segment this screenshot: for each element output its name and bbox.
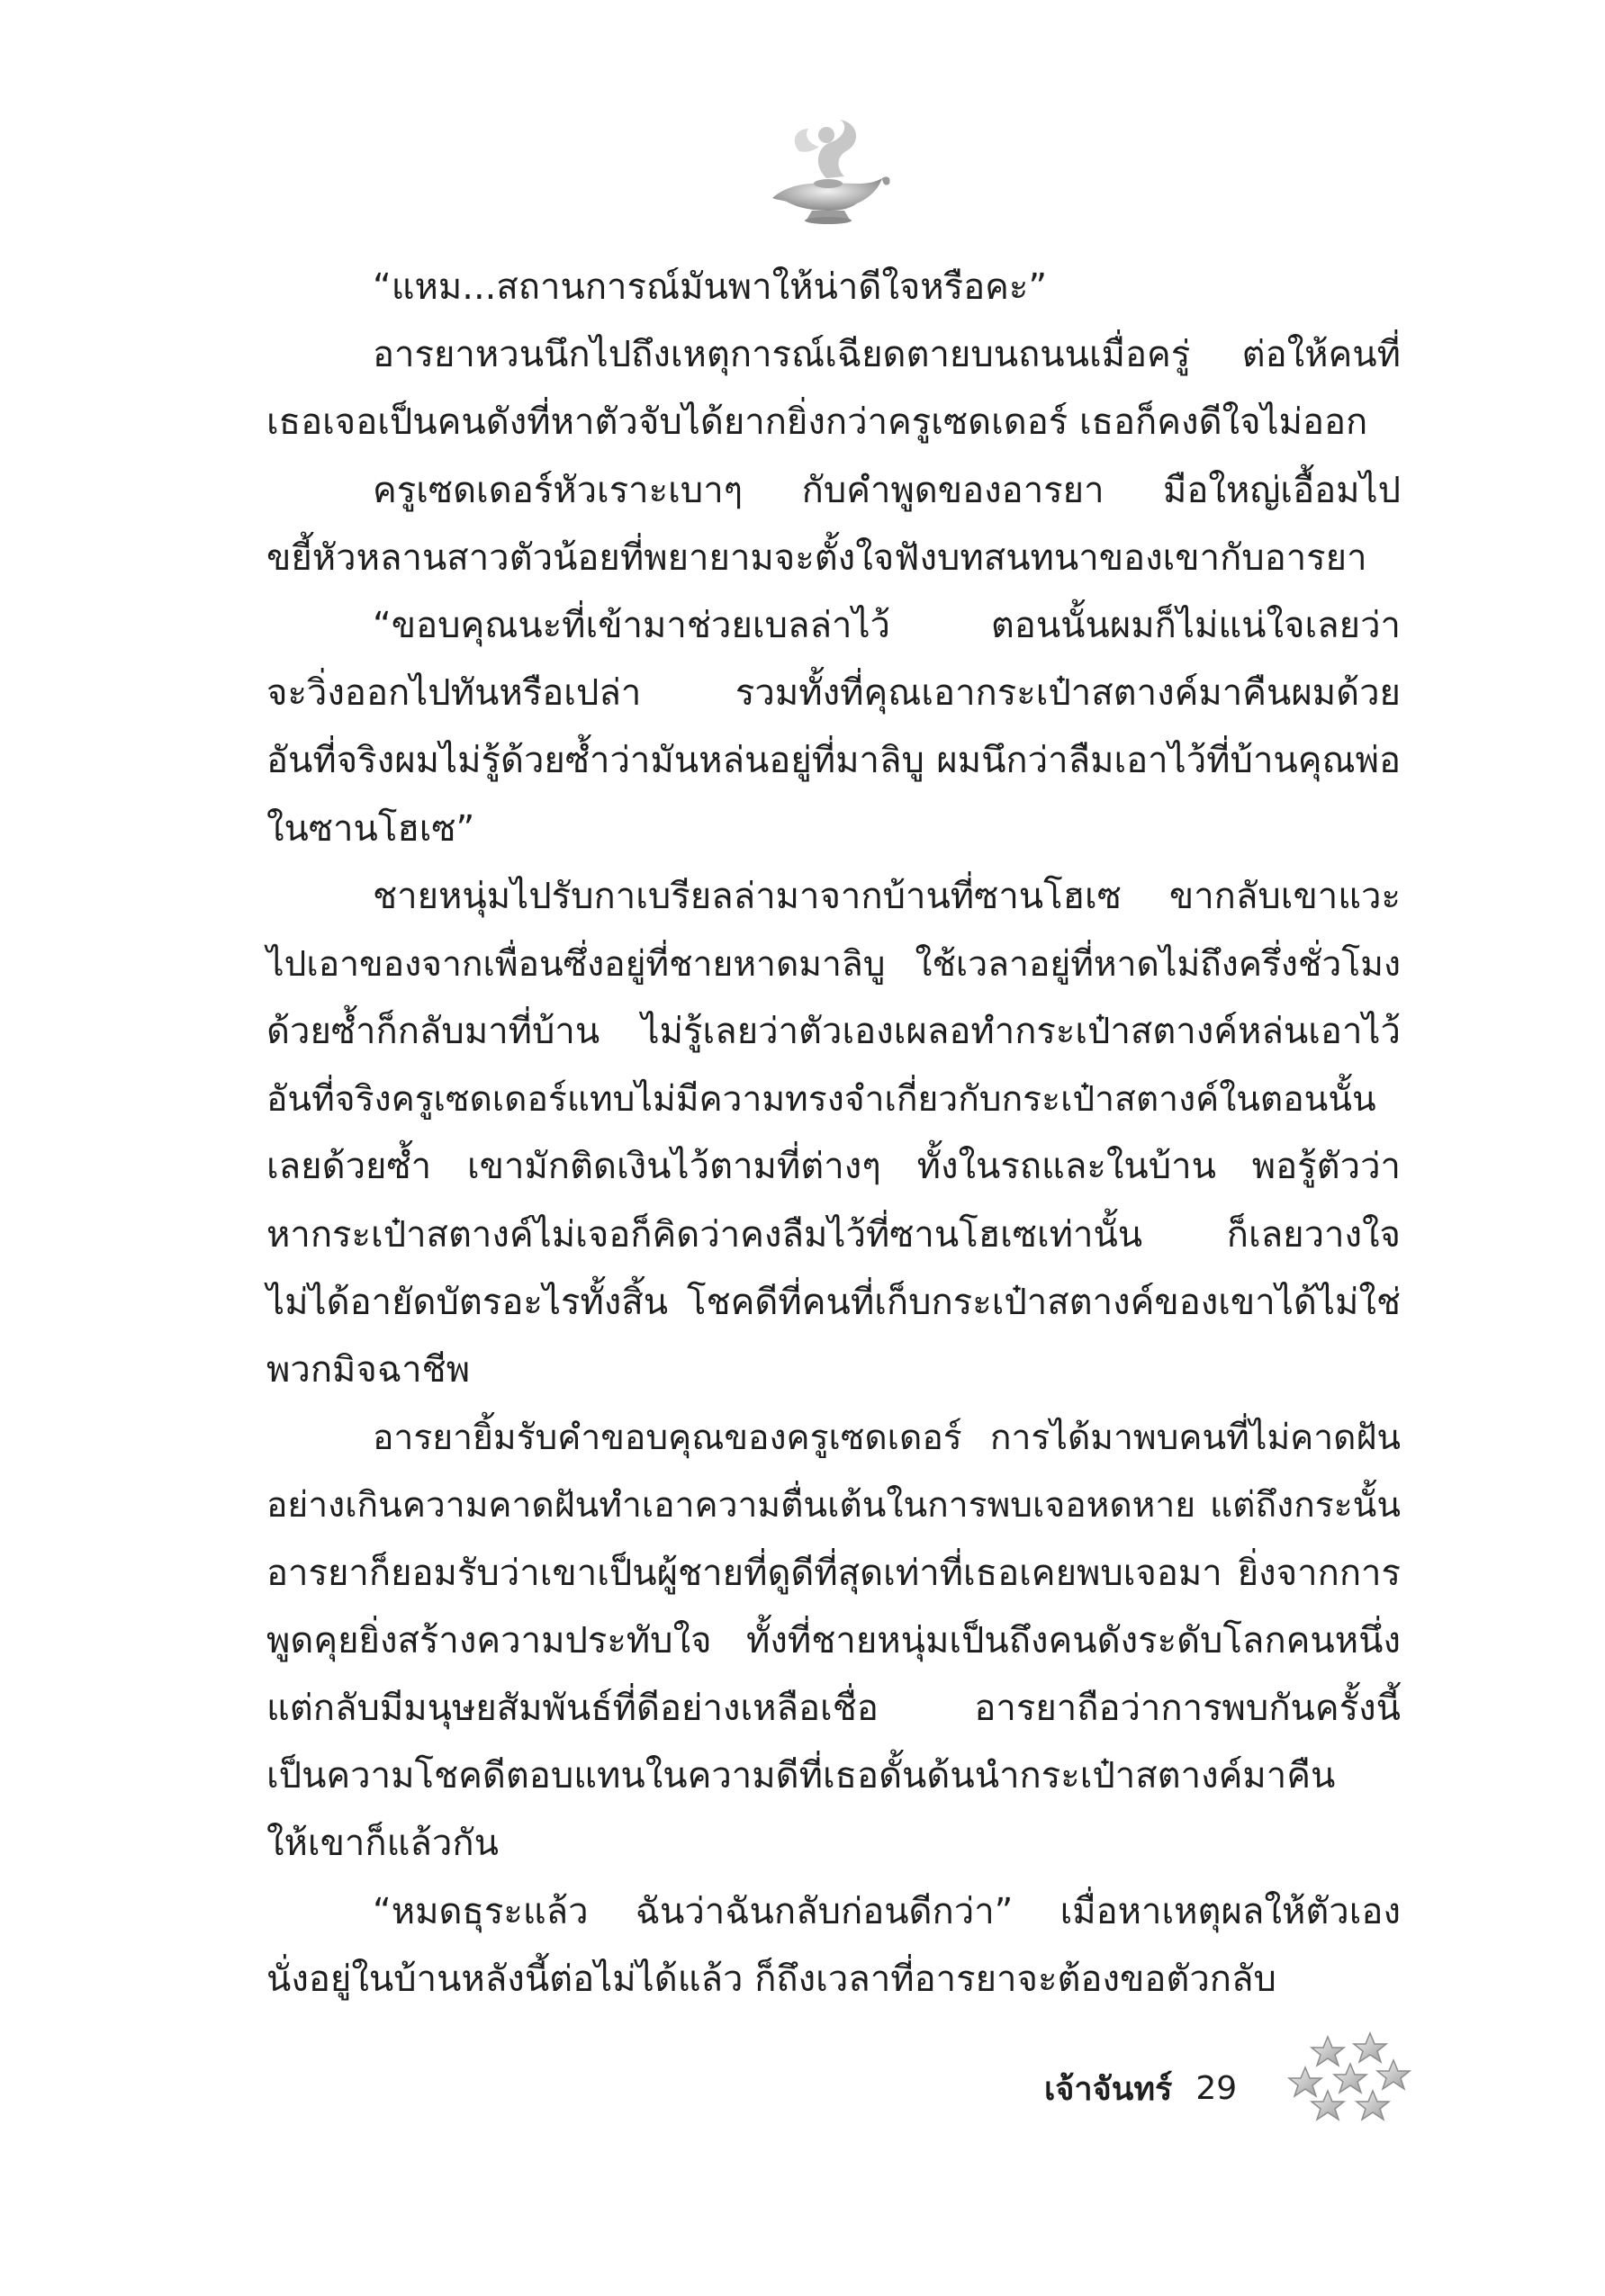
text-line: ในซานโฮเซ” — [266, 807, 475, 850]
text-line: พูดคุยยิ่งสร้างความประทับใจ ทั้งที่ชายหนุ่มเป็นถึงคนดังระดับโลกคนหนึ่ง — [266, 1619, 1401, 1661]
text-line: “แหม...สถานการณ์มันพาให้น่าดีใจหรือคะ” — [373, 266, 1048, 308]
text-line: จะวิ่งออกไปทันหรือเปล่า รวมทั้งที่คุณเอากระเป๋าสตางค์มาคืนผมด้วย — [266, 672, 1401, 715]
text-line: ด้วยซ้ำก็กลับมาที่บ้าน ไม่รู้เลยว่าตัวเองเผลอทำกระเป๋าสตางค์หล่นเอาไว้ — [266, 1011, 1401, 1053]
text-line: ขยี้หัวหลานสาวตัวน้อยที่พยายามจะตั้งใจฟังบทสนทนาของเขากับอารยา — [266, 536, 1367, 579]
text-line: “ขอบคุณนะที่เข้ามาช่วยเบลล่าไว้ ตอนนั้นผมก็ไม่แน่ใจเลยว่า — [373, 604, 1401, 646]
text-line: นั่งอยู่ในบ้านหลังนี้ต่อไม่ได้แล้ว ก็ถึงเวลาที่อารยาจะต้องขอตัวกลับ — [266, 1958, 1276, 2000]
text-line: “หมดธุระแล้ว ฉันว่าฉันกลับก่อนดีกว่า” เมื่อหาเหตุผลให้ตัวเอง — [373, 1890, 1401, 1932]
text-line: ชายหนุ่มไปรับกาเบรียลล่ามาจากบ้านที่ซานโฮเซ ขากลับเขาแวะ — [373, 875, 1401, 917]
text-line: ไปเอาของจากเพื่อนซึ่งอยู่ที่ชายหาดมาลิบู ใช้เวลาอยู่ที่หาดไม่ถึงครึ่งชั่วโมง — [266, 943, 1401, 985]
text-line: อันที่จริงผมไม่รู้ด้วยซ้ำว่ามันหล่นอยู่ที่มาลิบู ผมนึกว่าลืมเอาไว้ที่บ้านคุณพ่อ — [266, 740, 1401, 782]
page-number: 29 — [1195, 2069, 1238, 2107]
text-line: ครูเซดเดอร์หัวเราะเบาๆ กับคำพูดของอารยา มือใหญ่เอื้อมไป — [373, 469, 1401, 511]
text-line: ไม่ได้อายัดบัตรอะไรทั้งสิ้น โชคดีที่คนที่เก็บกระเป๋าสตางค์ของเขาได้ไม่ใช่ — [266, 1281, 1401, 1323]
footer-book-title: เจ้าจันทร์ — [1044, 2070, 1173, 2108]
text-line: อันที่จริงครูเซดเดอร์แทบไม่มีความทรงจำเกี่ยวกับกระเป๋าสตางค์ในตอนนั้น — [266, 1079, 1376, 1121]
page-footer — [1044, 2061, 1237, 2115]
text-line: พวกมิจฉาชีพ — [266, 1349, 471, 1391]
text-line: หากระเป๋าสตางค์ไม่เจอก็คิดว่าคงลืมไว้ที่ซานโฮเซเท่านั้น ก็เลยวางใจ — [266, 1213, 1401, 1256]
text-line: เลยด้วยซ้ำ เขามักติดเงินไว้ตามที่ต่างๆ ทั้งในรถและในบ้าน พอรู้ตัวว่า — [266, 1146, 1401, 1188]
text-line: อย่างเกินความคาดฝันทำเอาความตื่นเต้นในการพบเจอหดหาย แต่ถึงกระนั้น — [266, 1485, 1401, 1526]
text-line: อารยาก็ยอมรับว่าเขาเป็นผู้ชายที่ดูดีที่สุดเท่าที่เธอเคยพบเจอมา ยิ่งจากการ — [266, 1552, 1401, 1594]
genie-lamp-icon — [763, 115, 894, 228]
text-line: เธอเจอเป็นคนดังที่หาตัวจับได้ยากยิ่งกว่าครูเซดเดอร์ เธอก็คงดีใจไม่ออก — [266, 401, 1368, 444]
text-line: แต่กลับมีมนุษยสัมพันธ์ที่ดีอย่างเหลือเชื่อ อารยาถือว่าการพบกันครั้งนี้ — [266, 1687, 1401, 1729]
stars-icon — [1287, 2030, 1422, 2129]
text-line: อารยาหวนนึกไปถึงเหตุการณ์เฉียดตายบนถนนเมื่อครู่ ต่อให้คนที่ — [373, 334, 1401, 376]
text-line: เป็นความโชคดีตอบแทนในความดีที่เธอดั้นด้นนำกระเป๋าสตางค์มาคืน — [266, 1755, 1336, 1797]
text-line: อารยายิ้มรับคำขอบคุณของครูเซดเดอร์ การได้มาพบคนที่ไม่คาดฝัน — [373, 1418, 1401, 1459]
body-text — [266, 254, 1401, 2013]
text-line: ให้เขาก็แล้วกัน — [266, 1823, 499, 1865]
